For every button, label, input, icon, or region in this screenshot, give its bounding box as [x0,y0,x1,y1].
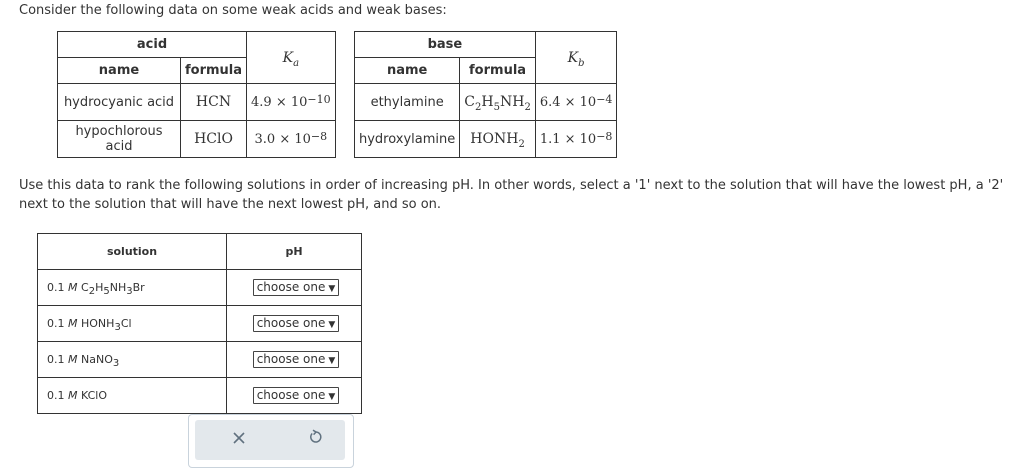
acid-table [57,31,336,158]
base-formula: $C_2H_5NH_2$ [460,84,536,121]
clear-button[interactable] [228,429,250,451]
base-row [355,121,617,158]
base-formula-header: formula [460,58,536,84]
reset-button[interactable] [305,429,327,451]
ph-rank-select[interactable]: choose one ▼ [253,315,340,332]
table-row [38,306,362,342]
x-icon [232,431,246,445]
ph-rank-select[interactable]: choose one ▼ [253,279,340,296]
solution-label: 0.1 M KClO [38,378,227,414]
instructions: Use this data to rank the following solutions in order of increasing pH. In other words, select a '1' next to the solution that will have the lowest pH, a '2' next to the solution that will have the next lowest pH, and so on. [19,178,1004,212]
kb-value: $6.4 \times 10^{-4}$ [535,84,617,121]
table-row [38,378,362,414]
ranking-table [37,233,362,414]
acid-formula: HCN [181,84,247,121]
solution-label: 0.1 M NaNO$_3$ [38,342,227,378]
ph-header: pH [227,234,362,270]
ka-value: $4.9 \times 10^{-10}$ [247,84,336,121]
kb-value: $1.1 \times 10^{-8}$ [535,121,617,158]
ka-value: $3.0 \times 10^{-8}$ [247,121,336,158]
base-name: ethylamine [355,84,460,121]
ka-header: $K_a$ [247,32,336,84]
undo-icon [308,429,324,445]
acid-formula-header: formula [181,58,247,84]
acid-name: hypochlorous acid [58,121,181,158]
acid-name-header: name [58,58,181,84]
ph-rank-select[interactable]: choose one ▼ [253,387,340,404]
acid-header: acid [58,32,247,58]
kb-header: $K_b$ [535,32,617,84]
base-table [354,31,617,158]
base-formula: $HONH_2$ [460,121,536,158]
chevron-down-icon: ▼ [328,284,336,294]
intro-text: Consider the following data on some weak acids and weak bases: [19,3,447,18]
acid-row [58,121,336,158]
acid-formula: HClO [181,121,247,158]
base-row [355,84,617,121]
acid-row [58,84,336,121]
solution-header: solution [38,234,227,270]
chevron-down-icon: ▼ [328,356,336,366]
solution-label: 0.1 M $C_2H_5NH_3Br$ [38,270,227,306]
chevron-down-icon: ▼ [328,392,336,402]
acid-name: hydrocyanic acid [58,84,181,121]
base-name: hydroxylamine [355,121,460,158]
table-row [38,342,362,378]
solution-label: 0.1 M $HONH_3Cl$ [38,306,227,342]
table-row [38,270,362,306]
action-bar [188,414,354,468]
base-header: base [355,32,536,58]
ph-rank-select[interactable]: choose one ▼ [253,351,340,368]
chevron-down-icon: ▼ [328,320,336,330]
base-name-header: name [355,58,460,84]
